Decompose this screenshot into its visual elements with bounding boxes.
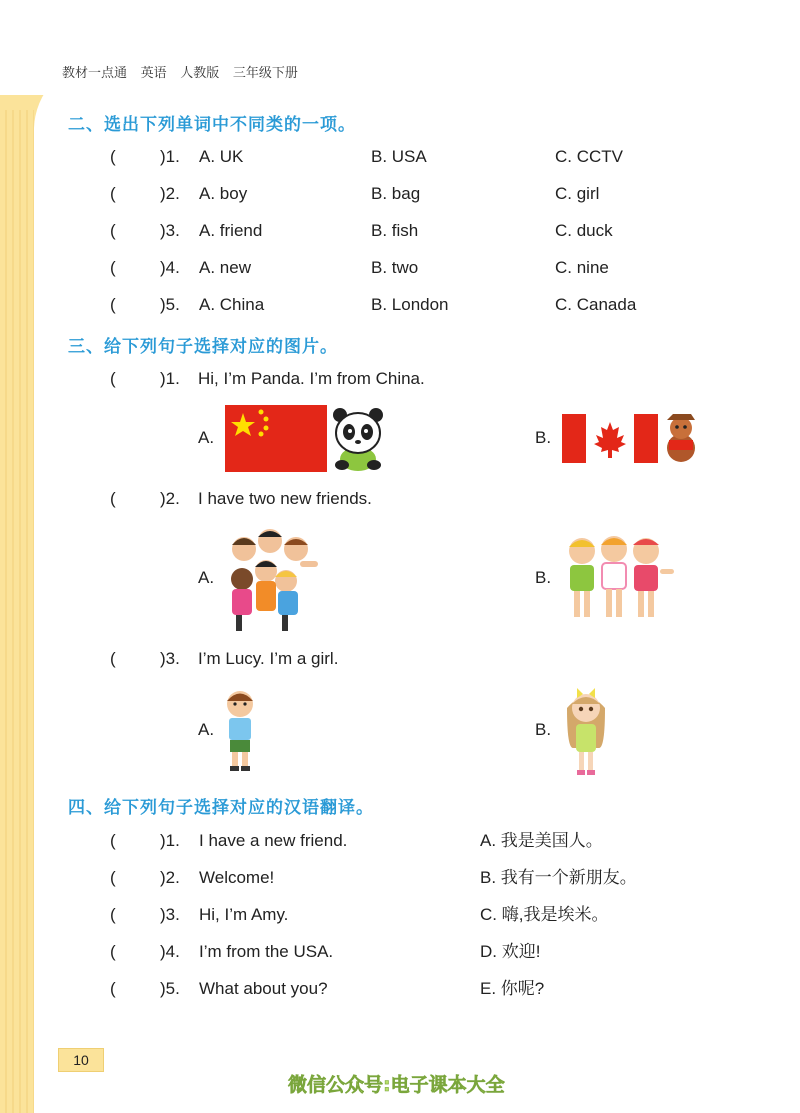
option-a: A. friend — [199, 221, 263, 240]
item-number: )1. — [160, 831, 180, 850]
watermark-text: 微信公众号:电子课本大全 — [288, 1074, 505, 1096]
item-number: )2. — [160, 489, 180, 508]
option-b: B. two — [371, 258, 419, 277]
header-book: 教材一点通 — [62, 65, 128, 80]
section4-title: 四、给下列句子选择对应的汉语翻译。 — [68, 798, 374, 818]
item-number: )2. — [160, 184, 180, 203]
english-sentence: What about you? — [199, 979, 328, 998]
english-sentence: Welcome! — [199, 868, 275, 887]
girl-image[interactable] — [563, 686, 609, 778]
chinese-translation: C. 嗨,我是埃米。 — [480, 905, 609, 924]
option-b: B. USA — [371, 147, 427, 166]
china-flag-image[interactable] — [225, 405, 327, 472]
answer-blank[interactable]: ( — [110, 649, 116, 668]
page-edge-decoration — [0, 110, 34, 1113]
option-c: C. girl — [555, 184, 600, 203]
answer-blank[interactable]: ( — [110, 831, 116, 850]
option-c: C. CCTV — [555, 147, 623, 166]
item-number: )5. — [160, 295, 180, 314]
answer-blank[interactable]: ( — [110, 979, 116, 998]
chinese-translation: B. 我有一个新朋友。 — [480, 868, 637, 887]
choice-b-label: B. — [535, 568, 552, 587]
sentence: I’m Lucy. I’m a girl. — [198, 649, 339, 668]
option-c: C. duck — [555, 221, 613, 240]
option-b: B. fish — [371, 221, 419, 240]
page-number: 10 — [58, 1048, 104, 1072]
option-a: A. new — [199, 258, 251, 277]
boy-image[interactable] — [222, 688, 258, 772]
item-number: )3. — [160, 221, 180, 240]
answer-blank[interactable]: ( — [110, 184, 116, 203]
answer-blank[interactable]: ( — [110, 369, 116, 388]
header-edition: 人教版 — [180, 65, 220, 80]
english-sentence: I have a new friend. — [199, 831, 348, 850]
chinese-translation: A. 我是美国人。 — [480, 831, 603, 850]
item-number: )3. — [160, 649, 180, 668]
canada-flag-image[interactable] — [562, 414, 658, 463]
answer-blank[interactable]: ( — [110, 942, 116, 961]
sentence: Hi, I’m Panda. I’m from China. — [198, 369, 425, 388]
english-sentence: Hi, I’m Amy. — [199, 905, 289, 924]
item-number: )2. — [160, 868, 180, 887]
section2-title: 二、选出下列单词中不同类的一项。 — [68, 115, 356, 135]
item-number: )1. — [160, 369, 180, 388]
panda-image[interactable] — [332, 407, 384, 471]
answer-blank[interactable]: ( — [110, 905, 116, 924]
answer-blank[interactable]: ( — [110, 147, 116, 166]
answer-blank[interactable]: ( — [110, 489, 116, 508]
three-kids-image[interactable] — [562, 533, 674, 623]
option-b: B. London — [371, 295, 449, 314]
option-c: C. Canada — [555, 295, 637, 314]
choice-a-label: A. — [198, 428, 215, 447]
answer-blank[interactable]: ( — [110, 221, 116, 240]
page-paper — [34, 60, 800, 1113]
choice-b-label: B. — [535, 428, 552, 447]
choice-b-label: B. — [535, 720, 552, 739]
choice-a-label: A. — [198, 720, 215, 739]
beaver-mountie-image[interactable] — [663, 410, 701, 464]
option-c: C. nine — [555, 258, 609, 277]
item-number: )1. — [160, 147, 180, 166]
option-b: B. bag — [371, 184, 421, 203]
header-subject: 英语 — [140, 65, 167, 80]
answer-blank[interactable]: ( — [110, 295, 116, 314]
option-a: A. boy — [199, 184, 248, 203]
running-header — [62, 62, 308, 81]
option-a: A. UK — [199, 147, 244, 166]
chinese-translation: E. 你呢? — [480, 979, 545, 998]
item-number: )4. — [160, 942, 180, 961]
choice-a-label: A. — [198, 568, 215, 587]
answer-blank[interactable]: ( — [110, 258, 116, 277]
group-of-kids-image[interactable] — [222, 527, 320, 633]
english-sentence: I’m from the USA. — [199, 942, 334, 961]
option-a: A. China — [199, 295, 265, 314]
item-number: )4. — [160, 258, 180, 277]
chinese-translation: D. 欢迎! — [480, 942, 541, 961]
item-number: )5. — [160, 979, 180, 998]
header-grade: 三年级下册 — [232, 65, 298, 80]
item-number: )3. — [160, 905, 180, 924]
answer-blank[interactable]: ( — [110, 868, 116, 887]
section3-title: 三、给下列句子选择对应的图片。 — [68, 337, 338, 357]
sentence: I have two new friends. — [198, 489, 372, 508]
